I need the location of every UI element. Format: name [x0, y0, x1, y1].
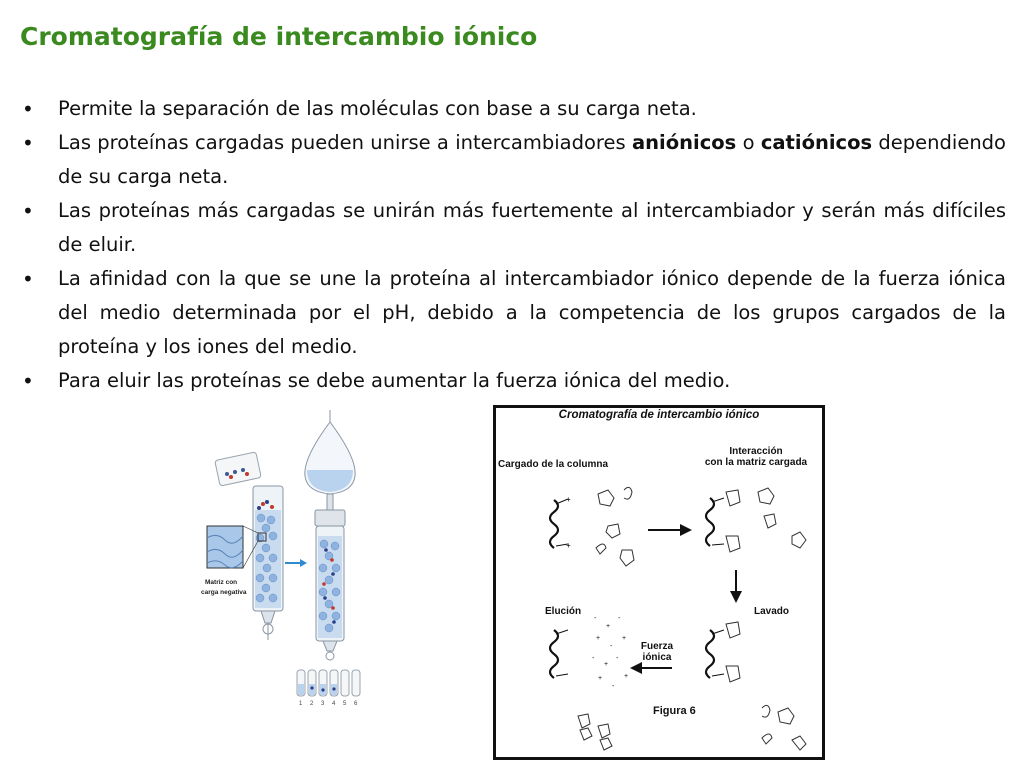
bullet-text: dependiendo de su carga neta.: [58, 131, 1006, 188]
matrix-label-line2: carga negativa: [201, 589, 247, 596]
tube-number: 3: [321, 701, 325, 707]
bullet-icon: •: [22, 267, 34, 291]
tube-number: 4: [332, 701, 336, 707]
salt-ion-icons: [592, 615, 628, 690]
bullet-bold-term: catiónicos: [760, 131, 873, 154]
bullet-item: [18, 262, 1006, 364]
svg-text:+: +: [606, 623, 611, 630]
bullet-item: [18, 194, 1006, 262]
eluted-protein-icons: [578, 714, 612, 750]
ion-exchange-graphic: [496, 408, 822, 757]
bullet-text: o: [736, 131, 761, 154]
svg-text:+: +: [598, 675, 603, 682]
positive-charge-icon: +: [566, 495, 571, 504]
matrix-strand-icon: [550, 630, 568, 678]
column-illustration: [195, 408, 365, 708]
svg-text:-: -: [594, 615, 597, 622]
svg-text:-: -: [616, 655, 619, 662]
matrix-strand-icon: [550, 495, 571, 550]
bullet-text: Para eluir las proteínas se debe aumentar la fuerza iónica del medio.: [58, 369, 731, 392]
svg-text:-: -: [612, 683, 615, 690]
svg-text:+: +: [596, 635, 601, 642]
arrow-right-icon: [648, 524, 692, 536]
ionic-strength-line1: Fuerza: [640, 641, 674, 652]
step-interaction-line2: con la matriz cargada: [704, 457, 808, 468]
arrow-right-icon: [285, 559, 307, 567]
bullet-icon: •: [22, 131, 34, 155]
tube-number: 6: [354, 701, 358, 707]
svg-text:+: +: [622, 635, 627, 642]
svg-text:-: -: [618, 615, 621, 622]
matrix-strand-icon: [706, 630, 724, 678]
tube-numbers: [299, 701, 358, 707]
bullet-icon: •: [22, 97, 34, 121]
pouring-beaker-icon: [215, 452, 261, 486]
matrix-strand-icon: [706, 498, 724, 546]
bullet-item: [18, 364, 1006, 398]
step-elution-label: Elución: [545, 606, 582, 617]
step-loading-label: Cargado de la columna: [498, 459, 609, 470]
arrow-down-icon: [730, 570, 742, 603]
svg-text:+: +: [604, 661, 609, 668]
left-column-icon: [253, 486, 283, 640]
bullet-text: La afinidad con la que se une la proteína al intercambiador iónico depende de la fuerza iónica del medio determinada por el pH, debido a la competencia de los grupos cargados de la proteína y los iones del medio.: [58, 267, 1006, 358]
tube-number: 5: [343, 701, 347, 707]
svg-text:-: -: [610, 643, 613, 650]
arrow-left-icon: [630, 662, 672, 674]
bullet-text: Las proteínas más cargadas se unirán más fuertemente al intercambiador y serán más difíciles de eluir.: [58, 199, 1006, 256]
funnel-column-icon: [305, 410, 355, 660]
bullet-icon: •: [22, 369, 34, 393]
bullet-icon: •: [22, 199, 34, 223]
positive-charge-icon: +: [566, 541, 571, 550]
bullet-bold-term: aniónicos: [632, 131, 737, 154]
bullet-item: [18, 92, 1006, 126]
ionic-strength-line2: iónica: [642, 652, 672, 663]
figure-title: Cromatografía de intercambio iónico: [558, 409, 760, 421]
tube-number: 2: [310, 701, 314, 707]
collection-tubes-icon: [297, 670, 360, 696]
bullet-text: Las proteínas cargadas pueden unirse a intercambiadores: [58, 131, 632, 154]
ion-exchange-figure: [493, 405, 825, 760]
protein-icons-loading: [596, 487, 634, 566]
column-illustration-graphic: [195, 408, 365, 708]
tube-number: 1: [299, 701, 303, 707]
step-interaction-line1: Interacción: [729, 446, 783, 457]
svg-text:-: -: [592, 655, 595, 662]
bullet-text: Permite la separación de las moléculas con base a su carga neta.: [58, 97, 697, 120]
svg-text:+: +: [624, 673, 629, 680]
washed-protein-icons: [726, 622, 806, 750]
figure-caption: Figura 6: [653, 705, 696, 717]
bound-protein-icons: [726, 488, 806, 552]
matrix-label-line1: Matriz con: [205, 579, 238, 586]
bullet-item: [18, 126, 1006, 194]
bullet-list: [18, 92, 1006, 398]
page-title: Cromatografía de intercambio iónico: [20, 22, 538, 51]
step-wash-label: Lavado: [754, 606, 790, 617]
